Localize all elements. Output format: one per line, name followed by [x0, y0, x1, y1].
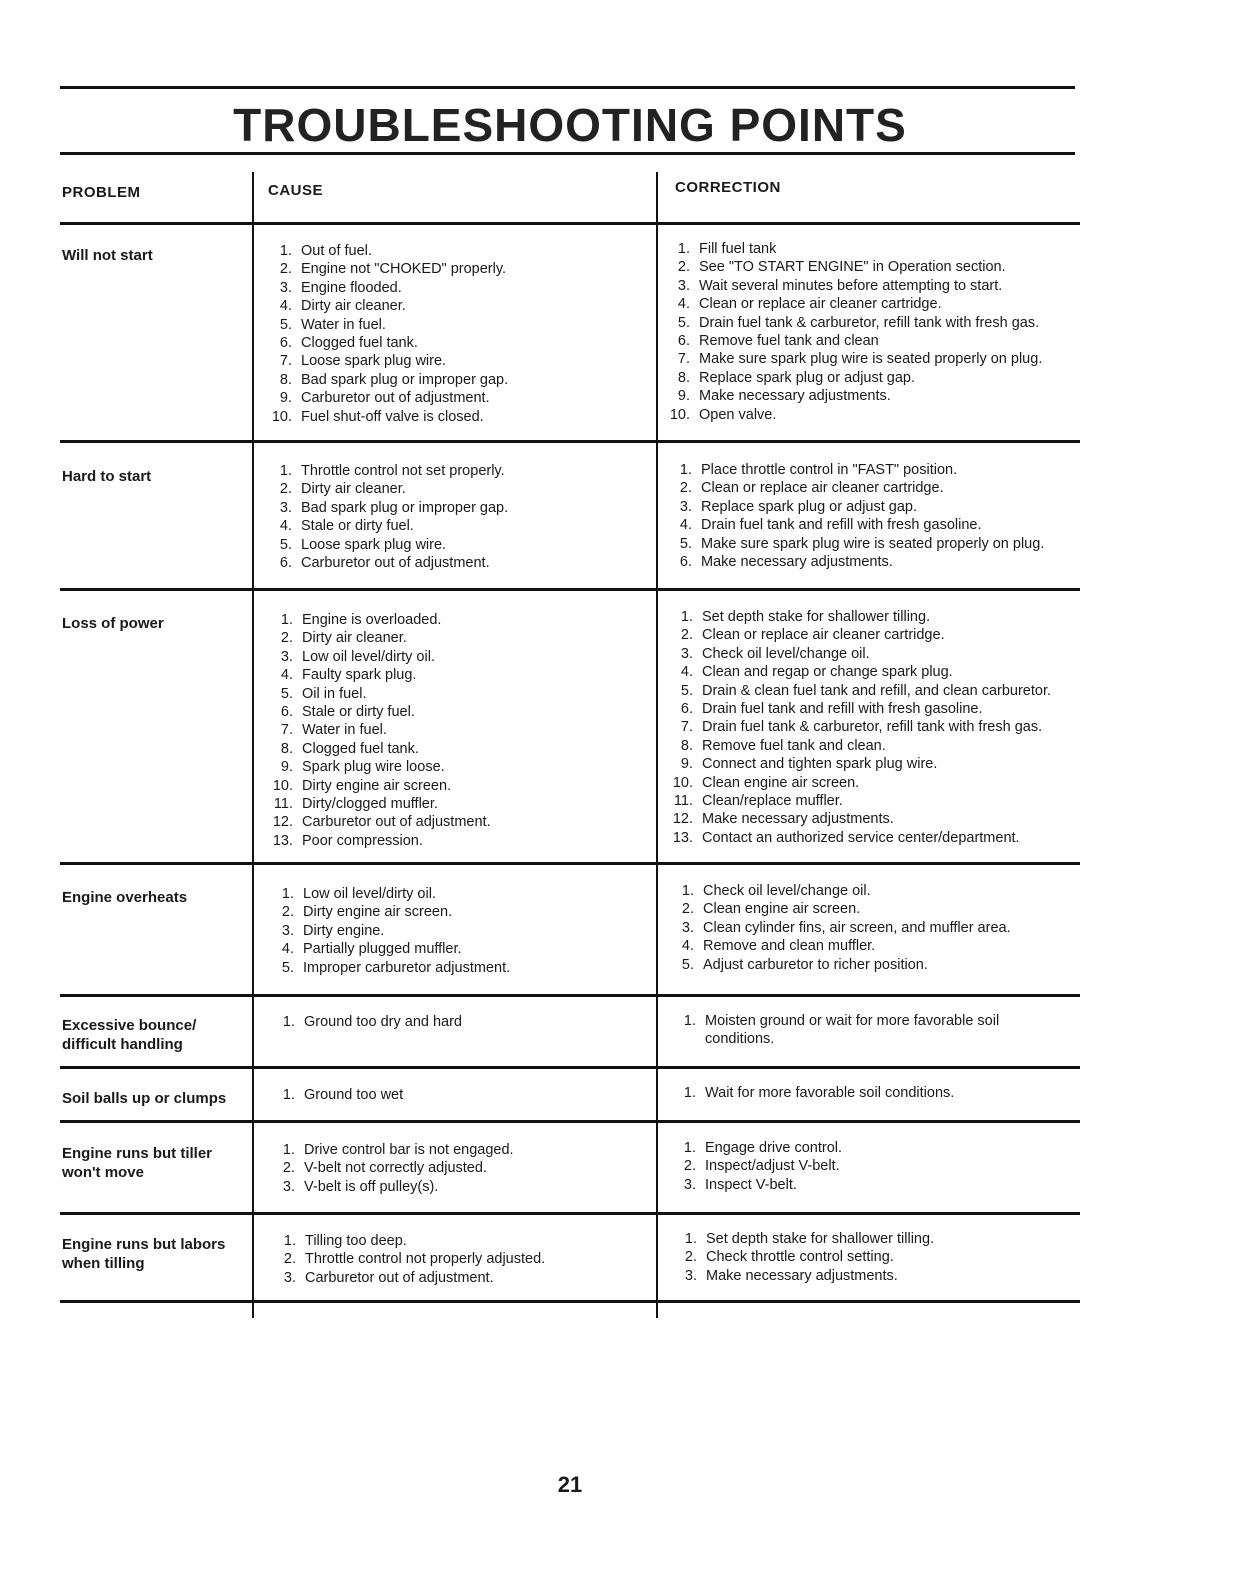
list-item: 3. Make necessary adjustments. [684, 1267, 898, 1284]
list-item: 1. Set depth stake for shallower tilling. [680, 609, 931, 625]
cause-list [264, 885, 510, 977]
list-item: 1. Moisten ground or wait for more favorable soil conditions. [683, 1013, 1000, 1048]
list-item: 5. Improper carburetor adjustment. [281, 959, 511, 976]
row-separator [60, 588, 1080, 591]
list-item: 1. Wait for more favorable soil conditions. [683, 1085, 955, 1101]
list-item: 6. Clogged fuel tank. [279, 335, 418, 352]
row-separator [60, 1066, 1080, 1069]
list-item: 2. Clean engine air screen. [681, 901, 861, 918]
list-item: 12. Carburetor out of adjustment. [272, 814, 491, 831]
correction-list [664, 882, 1011, 974]
problem-labors-when-tilling: Engine runs but labors when tilling [62, 1236, 226, 1272]
row-separator [60, 862, 1080, 865]
list-item: 1. Ground too wet [282, 1087, 404, 1103]
cause-list [262, 462, 508, 572]
list-item: 5. Make sure spark plug wire is seated properly on plug. [679, 535, 1045, 552]
correction-list [666, 1139, 842, 1194]
list-item: 13. Contact an authorized service center/department. [672, 829, 1020, 846]
list-item: 10. Clean engine air screen. [672, 774, 860, 791]
list-item: 6. Drain fuel tank and refill with fresh gasoline. [680, 701, 983, 718]
list-item: 8. Remove fuel tank and clean. [680, 737, 886, 754]
list-item: 1. Engine is overloaded. [280, 612, 442, 628]
title-rule-top [60, 86, 1075, 89]
problem-engine-overheats: Engine overheats [62, 889, 188, 906]
list-item: 5. Loose spark plug wire. [279, 536, 447, 553]
list-item: 10. Fuel shut-off valve is closed. [271, 408, 484, 425]
list-item: 6. Stale or dirty fuel. [280, 704, 415, 721]
list-item: 3. Bad spark plug or improper gap. [279, 499, 509, 516]
list-item: 2. Inspect/adjust V-belt. [683, 1158, 840, 1175]
list-item: 5. Oil in fuel. [280, 685, 367, 702]
list-item: 1. Ground too dry and hard [282, 1014, 462, 1030]
page-title: TROUBLESHOOTING POINTS [233, 99, 907, 151]
list-item: 2. Clean or replace air cleaner cartridge. [679, 480, 944, 497]
problem-hard-to-start: Hard to start [62, 468, 152, 485]
list-item: 1. Tilling too deep. [283, 1233, 407, 1249]
row-separator [60, 222, 1080, 225]
list-item: 1. Throttle control not set properly. [279, 463, 505, 479]
list-item: 1. Out of fuel. [279, 243, 372, 259]
problem-loss-of-power: Loss of power [62, 615, 164, 632]
list-item: 2. Engine not "CHOKED" properly. [279, 261, 507, 278]
list-item: 9. Carburetor out of adjustment. [279, 390, 490, 407]
list-item: 5. Water in fuel. [279, 316, 386, 333]
list-item: 8. Replace spark plug or adjust gap. [677, 369, 916, 386]
row-separator [60, 1212, 1080, 1215]
list-item: 9. Make necessary adjustments. [677, 388, 891, 405]
list-item: 7. Loose spark plug wire. [279, 353, 447, 370]
correction-list [663, 608, 1051, 847]
list-item: 6. Make necessary adjustments. [679, 554, 893, 571]
cause-list [265, 1086, 403, 1104]
list-item: 4. Clean and regap or change spark plug. [680, 664, 953, 681]
list-item: 3. Inspect V-belt. [683, 1176, 797, 1193]
header-problem: PROBLEM [62, 184, 141, 201]
list-item: 5. Drain fuel tank & carburetor, refill tank with fresh gas. [677, 314, 1040, 331]
list-item: 5. Adjust carburetor to richer position. [681, 956, 928, 973]
list-item: 4. Dirty air cleaner. [279, 298, 406, 315]
list-item: 10. Open valve. [669, 406, 777, 423]
cause-list [265, 1013, 462, 1031]
list-item: 4. Stale or dirty fuel. [279, 518, 414, 535]
header-correction: CORRECTION [675, 179, 781, 196]
correction-list [666, 1084, 954, 1102]
cause-list [265, 1141, 514, 1196]
header-cause: CAUSE [268, 182, 324, 199]
list-item: 2. Clean or replace air cleaner cartridge. [680, 627, 945, 644]
list-item: 7. Water in fuel. [280, 722, 387, 739]
divider-cause-correction [656, 172, 658, 1318]
list-item: 1. Fill fuel tank [677, 241, 777, 257]
list-item: 9. Connect and tighten spark plug wire. [680, 756, 938, 773]
list-item: 9. Spark plug wire loose. [280, 759, 445, 776]
problem-tiller-wont-move: Engine runs but tiller won't move [62, 1145, 213, 1181]
list-item: 8. Clogged fuel tank. [280, 740, 419, 757]
row-separator [60, 994, 1080, 997]
list-item: 7. Drain fuel tank & carburetor, refill tank with fresh gas. [680, 719, 1043, 736]
list-item: 4. Drain fuel tank and refill with fresh gasoline. [679, 517, 982, 534]
list-item: 3. Wait several minutes before attempting to start. [677, 277, 1003, 294]
correction-list [660, 240, 1042, 424]
list-item: 3. Low oil level/dirty oil. [280, 648, 435, 665]
list-item: 2. Dirty air cleaner. [279, 481, 406, 498]
list-item: 2. Throttle control not properly adjusted. [283, 1251, 546, 1268]
list-item: 2. See "TO START ENGINE" in Operation section. [677, 259, 1006, 276]
cause-list [262, 242, 508, 426]
list-item: 1. Drive control bar is not engaged. [282, 1142, 514, 1158]
list-item: 6. Carburetor out of adjustment. [279, 555, 490, 572]
divider-problem-cause [252, 172, 254, 1318]
list-item: 13. Poor compression. [272, 832, 423, 849]
list-item: 2. Dirty air cleaner. [280, 630, 407, 647]
list-item: 3. Clean cylinder fins, air screen, and muffler area. [681, 919, 1011, 936]
list-item: 1. Set depth stake for shallower tilling. [684, 1231, 935, 1247]
list-item: 2. V-belt not correctly adjusted. [282, 1160, 487, 1177]
cause-list [266, 1232, 545, 1287]
list-item: 3. Engine flooded. [279, 279, 402, 296]
list-item: 4. Partially plugged muffler. [281, 941, 462, 958]
row-separator [60, 1120, 1080, 1123]
list-item: 11. Clean/replace muffler. [673, 793, 843, 810]
list-item: 12. Make necessary adjustments. [672, 811, 894, 828]
row-separator [60, 1300, 1080, 1303]
list-item: 3. Check oil level/change oil. [680, 645, 870, 662]
list-item: 1. Check oil level/change oil. [681, 883, 871, 899]
list-item: 7. Make sure spark plug wire is seated properly on plug. [677, 351, 1043, 368]
page-number: 21 [557, 1472, 583, 1497]
problem-soil-balls-up: Soil balls up or clumps [62, 1090, 227, 1107]
problem-excessive-bounce: Excessive bounce/ difficult handling [62, 1017, 197, 1053]
title-rule-bottom [60, 152, 1075, 155]
list-item: 10. Dirty engine air screen. [272, 777, 452, 794]
correction-list [662, 461, 1044, 571]
row-separator [60, 440, 1080, 443]
list-item: 8. Bad spark plug or improper gap. [279, 371, 509, 388]
list-item: 2. Check throttle control setting. [684, 1249, 894, 1266]
list-item: 1. Low oil level/dirty oil. [281, 886, 436, 902]
problem-will-not-start: Will not start [62, 247, 153, 264]
list-item: 3. Carburetor out of adjustment. [283, 1269, 494, 1286]
list-item: 1. Engage drive control. [683, 1140, 843, 1156]
list-item: 1. Place throttle control in "FAST" position. [679, 462, 958, 478]
correction-list [666, 1012, 1065, 1049]
list-item: 11. Dirty/clogged muffler. [273, 796, 438, 813]
list-item: 2. Dirty engine air screen. [281, 904, 453, 921]
correction-list [667, 1230, 934, 1285]
list-item: 3. V-belt is off pulley(s). [282, 1178, 439, 1195]
list-item: 4. Clean or replace air cleaner cartridge. [677, 296, 942, 313]
list-item: 6. Remove fuel tank and clean [677, 333, 879, 350]
list-item: 4. Faulty spark plug. [280, 667, 417, 684]
list-item: 3. Dirty engine. [281, 922, 385, 939]
cause-list [263, 611, 491, 850]
list-item: 4. Remove and clean muffler. [681, 938, 876, 955]
list-item: 5. Drain & clean fuel tank and refill, and clean carburetor. [680, 682, 1052, 699]
list-item: 3. Replace spark plug or adjust gap. [679, 498, 918, 515]
